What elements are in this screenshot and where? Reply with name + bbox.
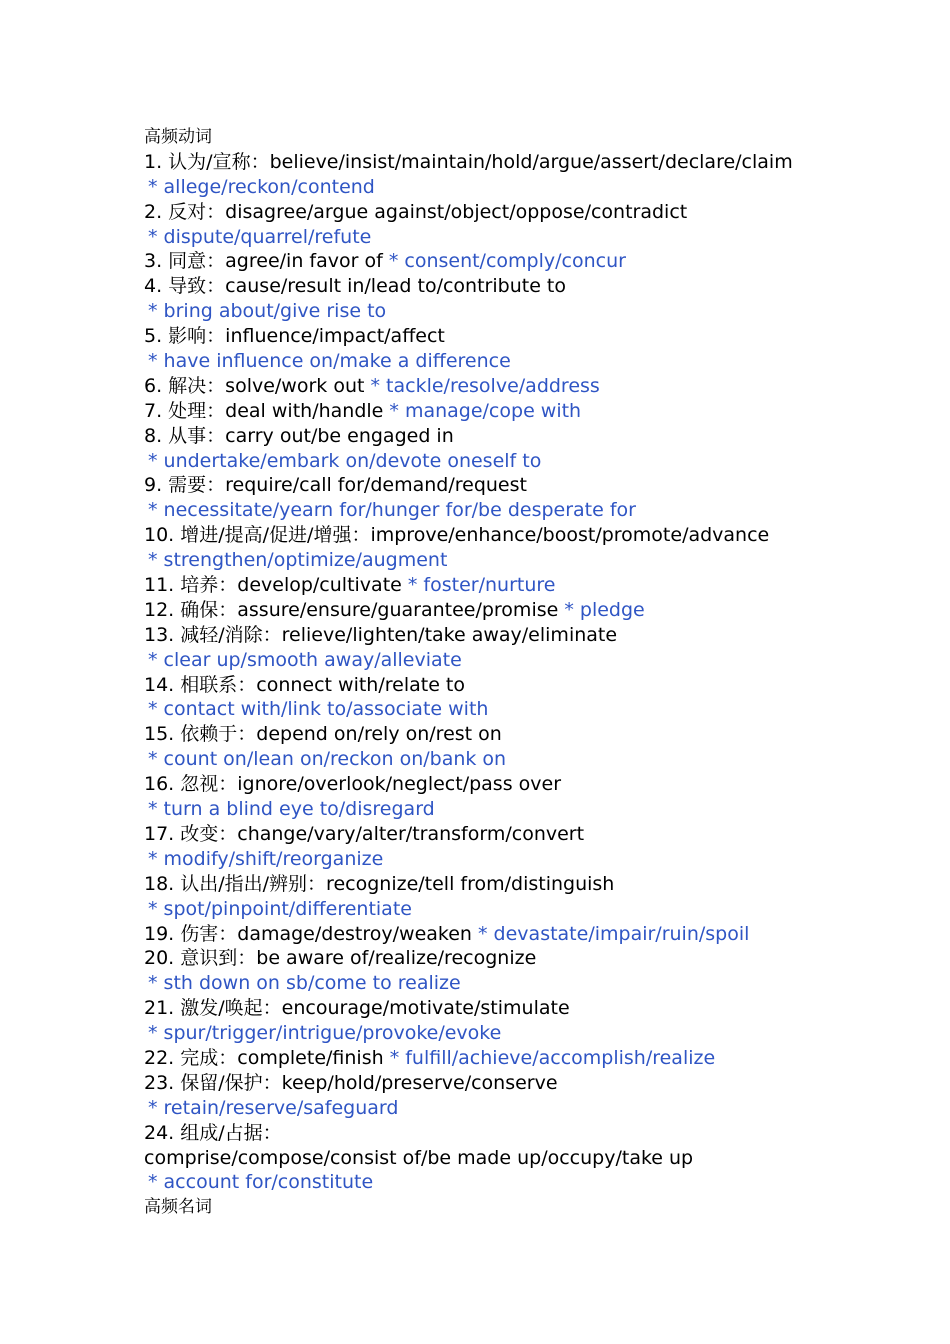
vocab-advanced-words: * bring about/give rise to	[148, 300, 387, 323]
vocab-advanced-words: * retain/reserve/safeguard	[148, 1096, 399, 1119]
vocab-basic-words: comprise/compose/consist of/be made up/occupy/take up	[144, 1146, 694, 1169]
vocab-line	[144, 822, 864, 847]
section-heading-nouns: 高频名词	[144, 1197, 212, 1218]
vocab-advanced-words: * strengthen/optimize/augment	[148, 549, 448, 572]
vocab-advanced-words: * undertake/embark on/devote oneself to	[148, 449, 542, 472]
vocab-line	[144, 996, 864, 1021]
vocab-basic-words: 1. 认为/宣称：believe/insist/maintain/hold/argue/assert/declare/claim	[144, 150, 793, 173]
vocab-advanced-words: * modify/shift/reorganize	[148, 847, 384, 870]
vocab-line	[144, 1121, 864, 1146]
vocab-basic-words: 11. 培养：develop/cultivate	[144, 574, 402, 597]
vocab-basic-words: 2. 反对：disagree/argue against/object/oppose/contradict	[144, 200, 688, 223]
vocab-line	[144, 150, 864, 175]
vocab-basic-words: 19. 伤害：damage/destroy/weaken	[144, 922, 472, 945]
vocab-line	[144, 598, 864, 623]
section-heading-verbs: 高频动词	[144, 127, 212, 147]
vocab-basic-words: 24. 组成/占据：	[144, 1121, 282, 1144]
vocab-basic-words: 12. 确保：assure/ensure/guarantee/promise	[144, 598, 559, 621]
vocab-basic-words: 21. 激发/唤起：encourage/motivate/stimulate	[144, 997, 570, 1020]
vocab-advanced-words: * allege/reckon/contend	[148, 175, 375, 198]
vocab-line	[144, 623, 864, 648]
vocab-advanced-words: * count on/lean on/reckon on/bank on	[148, 748, 507, 771]
vocab-advanced-words: * spur/trigger/intrigue/provoke/evoke	[148, 1022, 502, 1045]
vocab-line	[144, 399, 864, 424]
vocab-advanced-words: * contact with/link to/associate with	[148, 698, 489, 721]
vocab-advanced-words: * manage/cope with	[389, 399, 582, 422]
vocab-basic-words: 13. 减轻/消除：relieve/lighten/take away/eliminate	[144, 623, 618, 646]
vocab-basic-words: 14. 相联系：connect with/relate to	[144, 673, 466, 696]
vocab-line	[144, 1046, 864, 1071]
vocab-advanced-words: * clear up/smooth away/alleviate	[148, 648, 462, 671]
vocab-basic-words: 15. 依赖于：depend on/rely on/rest on	[144, 723, 502, 746]
vocab-line	[144, 249, 864, 274]
vocab-advanced-words: * have influence on/make a difference	[148, 350, 511, 373]
vocab-line	[144, 897, 864, 922]
vocab-basic-words: 3. 同意：agree/in favor of	[144, 250, 383, 273]
vocab-basic-words: 23. 保留/保护：keep/hold/preserve/conserve	[144, 1071, 558, 1094]
vocab-advanced-words: * fulfill/achieve/accomplish/realize	[389, 1046, 716, 1069]
vocab-advanced-words: * turn a blind eye to/disregard	[148, 798, 435, 821]
vocab-line	[144, 324, 864, 349]
vocab-line	[144, 523, 864, 548]
vocab-line	[144, 648, 864, 673]
vocabulary-list	[144, 150, 864, 1195]
vocab-line	[144, 1170, 864, 1195]
vocab-advanced-words: * devastate/impair/ruin/spoil	[478, 922, 750, 945]
vocab-line	[144, 922, 864, 947]
vocab-basic-words: 8. 从事：carry out/be engaged in	[144, 424, 454, 447]
vocab-line	[144, 673, 864, 698]
vocab-basic-words: 6. 解决：solve/work out	[144, 374, 365, 397]
vocab-line	[144, 797, 864, 822]
vocab-basic-words: 20. 意识到：be aware of/realize/recognize	[144, 947, 537, 970]
vocab-line	[144, 424, 864, 449]
vocab-advanced-words: * foster/nurture	[407, 574, 556, 597]
vocab-line	[144, 473, 864, 498]
vocab-advanced-words: * spot/pinpoint/differentiate	[148, 897, 412, 920]
vocab-basic-words: 7. 处理：deal with/handle	[144, 399, 384, 422]
vocab-basic-words: 4. 导致：cause/result in/lead to/contribute to	[144, 275, 566, 298]
vocab-basic-words: 10. 增进/提高/促进/增强：improve/enhance/boost/promote/advance	[144, 524, 770, 547]
vocab-line	[144, 175, 864, 200]
vocab-basic-words: 17. 改变：change/vary/alter/transform/convert	[144, 822, 585, 845]
vocab-basic-words: 18. 认出/指出/辨别：recognize/tell from/distinguish	[144, 872, 615, 895]
vocab-basic-words: 22. 完成：complete/finish	[144, 1046, 384, 1069]
vocab-basic-words: 16. 忽视：ignore/overlook/neglect/pass over	[144, 773, 562, 796]
vocab-line	[144, 299, 864, 324]
vocab-advanced-words: * account for/constitute	[148, 1171, 374, 1194]
vocab-advanced-words: * necessitate/yearn for/hunger for/be desperate for	[148, 499, 636, 522]
vocab-line	[144, 1021, 864, 1046]
vocab-advanced-words: * pledge	[564, 598, 645, 621]
vocab-line	[144, 449, 864, 474]
vocab-advanced-words: * consent/comply/concur	[388, 250, 626, 273]
vocab-line	[144, 374, 864, 399]
vocab-line	[144, 747, 864, 772]
vocab-basic-words: 5. 影响：influence/impact/affect	[144, 325, 445, 348]
vocab-line	[144, 772, 864, 797]
vocab-advanced-words: * sth down on sb/come to realize	[148, 972, 461, 995]
vocab-line	[144, 349, 864, 374]
document-page	[144, 125, 864, 1220]
vocab-line	[144, 946, 864, 971]
vocab-line	[144, 498, 864, 523]
vocab-advanced-words: * dispute/quarrel/refute	[148, 225, 372, 248]
vocab-line	[144, 971, 864, 996]
vocab-basic-words: 9. 需要：require/call for/demand/request	[144, 474, 527, 497]
vocab-line	[144, 697, 864, 722]
vocab-line	[144, 1146, 864, 1171]
vocab-line	[144, 200, 864, 225]
vocab-line	[144, 847, 864, 872]
vocab-line	[144, 573, 864, 598]
vocab-line	[144, 274, 864, 299]
vocab-line	[144, 1071, 864, 1096]
vocab-line	[144, 1096, 864, 1121]
vocab-advanced-words: * tackle/resolve/address	[370, 374, 600, 397]
vocab-line	[144, 872, 864, 897]
vocab-line	[144, 722, 864, 747]
vocab-line	[144, 225, 864, 250]
vocab-line	[144, 548, 864, 573]
